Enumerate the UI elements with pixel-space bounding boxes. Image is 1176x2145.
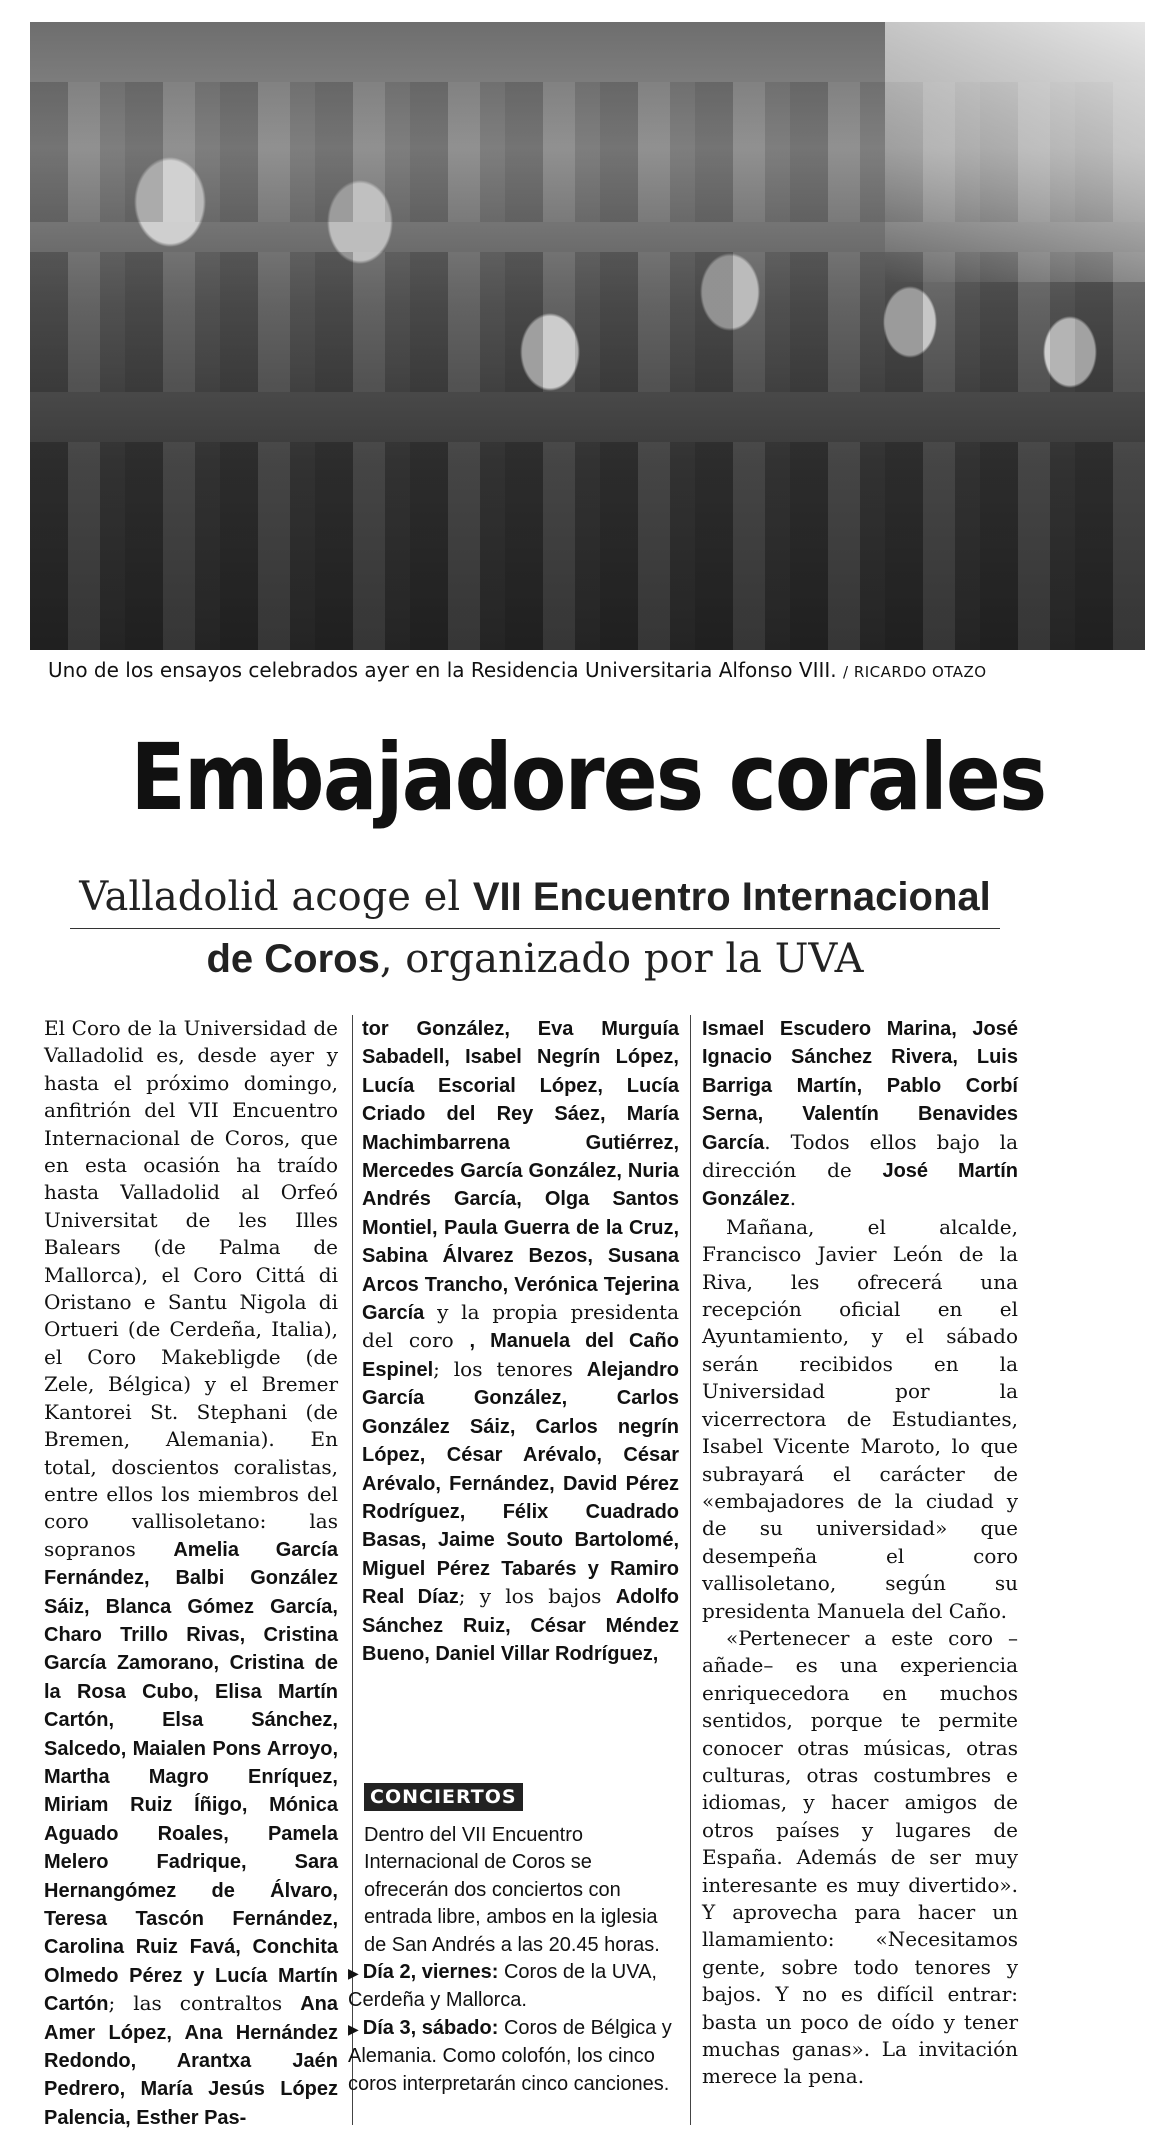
article-column-2 bbox=[362, 1015, 679, 1668]
article-paragraph: «Pertenecer a este coro –añade– es una experiencia enriquecedora en muchos sentidos, porque te permite conocer otras músicas, otras culturas, otras costumbres e idiomas, y hacer amigos de otros países y lugares de España. Además de ser muy interesante es muy divertido». Y aprovecha para hacer un llamamiento: «Necesitamos gente, sobre todo tenores y bajos. Y no es difícil entrar: basta un poco de oído y tener muchas ganas». La invitación merece la pena. bbox=[702, 1625, 1018, 2089]
article-paragraph: Ismael Escudero Marina, José Ignacio Sánchez Rivera, Luis Barriga Martín, Pablo Corbí Serna, Valentín Benavides García. Todos ellos bajo la dirección de José Martín González. bbox=[702, 1018, 1018, 1211]
article-column-1 bbox=[44, 1015, 338, 2132]
conciertos-label: CONCIERTOS bbox=[364, 1783, 523, 1811]
subhead-line-2: de Coros, organizado por la UVA bbox=[206, 936, 864, 982]
article-column-3 bbox=[702, 1015, 1018, 2091]
photo-credit: / RICARDO OTAZO bbox=[843, 663, 987, 681]
conciertos-intro: Dentro del VII Encuentro Internacional de Coros se ofrecerán dos conciertos con entrada libre, ambos en la iglesia de San Andrés a las 20.45 horas. bbox=[364, 1824, 660, 1956]
subheadline bbox=[70, 866, 1000, 996]
subhead-rule bbox=[70, 928, 1000, 929]
photo-caption bbox=[48, 655, 1148, 685]
concert-day-3: ▶ Día 3, sábado: Coros de Bélgica y Alemania. Como colofón, los cinco coros interpretarán cinco canciones. bbox=[348, 2015, 681, 2098]
article-paragraph: El Coro de la Universidad de Valladolid es, desde ayer y hasta el próximo domingo, anfitrión del VII Encuentro Internacional de Coros, que en esta ocasión ha traído hasta Valladolid al Orfeó Universitat de les Illes Balears (de Palma de Mallorca), el Coro Cittá di Oristano e Santu Nigola di Ortueri (de Cerdeña, Italia), el Coro Makebligde (de Zele, Bélgica) y el Bremer Kantorei St. Stephani (de Bremen, Alemania). En total, doscientos coralistas, entre ellos los miembros del coro vallisoletano: las sopranos Amelia García Fernández, Balbi González Sáiz, Blanca Gómez García, Charo Trillo Rivas, Cristina García Zamorano, Cristina de la Rosa Cubo, Elisa Martín Cartón, Elsa Sánchez, Salcedo, Maialen Pons Arroyo, Martha Magro Enríquez, Miriam Ruiz Íñigo, Mónica Aguado Roales, Pamela Melero Fadrique, Sara Hernangómez de Álvaro, Teresa Tascón Fernández, Carolina Ruiz Favá, Conchita Olmedo Pérez y Lucía Martín Cartón; las contraltos Ana Amer López, Ana Hernández Redondo, Arantxa Jaén Pedrero, María Jesús López Palencia, Esther Pas- bbox=[44, 1016, 338, 2129]
article-paragraph: Mañana, el alcalde, Francisco Javier León de la Riva, les ofrecerá una recepción oficial en el Ayuntamiento, y el sábado serán recibidos en la Universidad por la vicerrectora de Estudiantes, Isabel Vicente Maroto, lo que subrayará el carácter de «embajadores de la ciudad y de su universidad» que desempeña el coro vallisoletano, según su presidenta Manuela del Caño. bbox=[702, 1214, 1018, 1623]
conciertos-box bbox=[348, 1822, 681, 2098]
choir-rehearsal-photo bbox=[30, 22, 1145, 650]
headline: Embajadores corales bbox=[130, 724, 1046, 831]
caption-text: Uno de los ensayos celebrados ayer en la Residencia Universitaria Alfonso VIII. bbox=[48, 658, 837, 682]
article-paragraph: tor González, Eva Murguía Sabadell, Isabel Negrín López, Lucía Escorial López, Lucía Criado del Rey Sáez, María Machimbarrena Gutiérrez, Mercedes García González, Nuria Andrés García, Olga Santos Montiel, Paula Guerra de la Cruz, Sabina Álvarez Bezos, Susana Arcos Trancho, Verónica Tejerina García y la propia presidenta del coro , Manuela del Caño Espinel; los tenores Alejandro García González, Carlos González Sáiz, Carlos negrín López, César Arévalo, César Arévalo, Fernández, David Pérez Rodríguez, Félix Cuadrado Basas, Jaime Souto Bartolomé, Miguel Pérez Tabarés y Ramiro Real Díaz; y los bajos Adolfo Sánchez Ruiz, César Méndez Bueno, Daniel Villar Rodríguez, bbox=[362, 1018, 679, 1665]
column-divider bbox=[690, 1015, 691, 2125]
subhead-line-1: Valladolid acoge el VII Encuentro Internacional bbox=[79, 874, 991, 920]
concert-day-2: ▶ Día 2, viernes: Coros de la UVA, Cerdeña y Mallorca. bbox=[348, 1959, 681, 2015]
